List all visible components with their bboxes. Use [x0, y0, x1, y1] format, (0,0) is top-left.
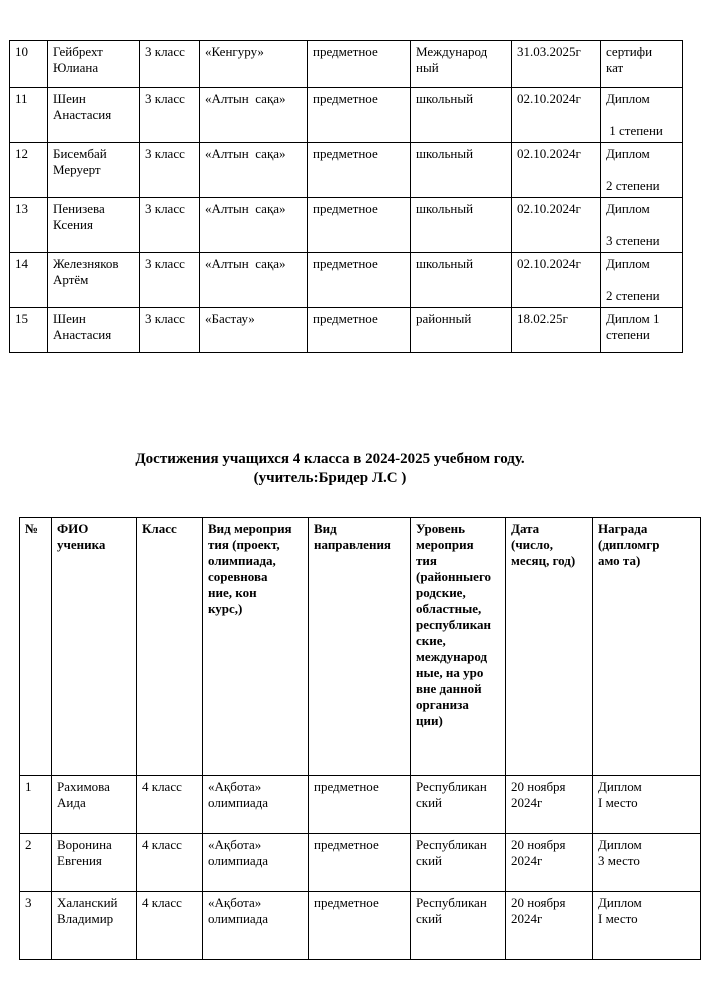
direction-text: предметное [313, 311, 378, 326]
table-row [10, 253, 683, 308]
cell-grade [140, 143, 200, 198]
cell-event-level [411, 253, 512, 308]
direction-text: предметное [313, 256, 378, 271]
grade-text: 4 класс [142, 779, 182, 794]
grade-text: 3 класс [145, 91, 185, 106]
cell-event-level [411, 41, 512, 88]
cell-award [601, 41, 683, 88]
award-text: Диплом 3 место [598, 837, 642, 868]
cell-date [512, 308, 601, 353]
student-name-text: Железняков Артём [53, 256, 119, 287]
grade-text: 3 класс [145, 146, 185, 161]
cell-date [512, 198, 601, 253]
event-level-text: Республикан ский [416, 895, 487, 926]
date-text: 02.10.2024г [517, 91, 581, 106]
date-text: 31.03.2025г [517, 44, 581, 59]
event-type-text: «Алтын сақа» [205, 256, 286, 271]
table-row [20, 776, 701, 834]
cell-event-level [411, 308, 512, 353]
event-level-text: Республикан ский [416, 779, 487, 810]
date-text: Дата (число, месяц, год) [511, 521, 576, 568]
award-text: Диплом 1 степени [606, 91, 663, 138]
cell-student-name [52, 892, 137, 960]
event-type-text: «Кенгуру» [205, 44, 264, 59]
number-text: 11 [15, 91, 28, 106]
award-text: Награда (дипломгр амо та) [598, 521, 660, 568]
number-text: 2 [25, 837, 32, 852]
direction-text: предметное [313, 146, 378, 161]
table-row [10, 308, 683, 353]
number-text: 3 [25, 895, 32, 910]
event-level-text: Международ ный [416, 44, 488, 75]
cell-student-name [48, 88, 140, 143]
cell-grade [137, 892, 203, 960]
event-level-text: районный [416, 311, 472, 326]
number-text: 15 [15, 311, 28, 326]
cell-event-type [200, 41, 308, 88]
cell-event-type [203, 834, 309, 892]
cell-direction [309, 892, 411, 960]
section-heading [60, 450, 600, 488]
event-type-text: «Ақбота» олимпиада [208, 895, 269, 926]
event-level-text: школьный [416, 201, 474, 216]
student-name-text: Шеин Анастасия [53, 311, 112, 342]
header-date [506, 518, 593, 776]
header-award [593, 518, 701, 776]
cell-award [601, 88, 683, 143]
cell-award [601, 143, 683, 198]
number-text: 10 [15, 44, 28, 59]
header-event-type [203, 518, 309, 776]
header-direction [309, 518, 411, 776]
cell-event-type [200, 308, 308, 353]
award-text: Диплом I место [598, 895, 642, 926]
cell-event-level [411, 834, 506, 892]
direction-text: предметное [313, 201, 378, 216]
cell-direction [308, 308, 411, 353]
event-level-text: Уровень мероприя тия (районныего родские, областные, республикан ские, международ ные, на уро вне данной организа ции) [416, 521, 492, 728]
cell-direction [308, 88, 411, 143]
cell-date [512, 88, 601, 143]
cell-direction [308, 143, 411, 198]
grade-text: 3 класс [145, 311, 185, 326]
cell-event-type [203, 892, 309, 960]
event-level-text: Республикан ский [416, 837, 487, 868]
cell-number [10, 41, 48, 88]
cell-student-name [48, 198, 140, 253]
cell-award [593, 776, 701, 834]
header-student-name [52, 518, 137, 776]
date-text: 18.02.25г [517, 311, 568, 326]
direction-text: предметное [314, 895, 379, 910]
direction-text: предметное [314, 779, 379, 794]
cell-direction [308, 198, 411, 253]
cell-number [10, 253, 48, 308]
date-text: 20 ноября 2024г [511, 779, 566, 810]
cell-direction [309, 776, 411, 834]
cell-date [512, 253, 601, 308]
grade-text: 3 класс [145, 201, 185, 216]
table-row [20, 892, 701, 960]
cell-event-level [411, 88, 512, 143]
award-text: Диплом I место [598, 779, 642, 810]
header-row [20, 518, 701, 776]
header-number [20, 518, 52, 776]
cell-grade [140, 308, 200, 353]
number-text: 14 [15, 256, 28, 271]
table-row [10, 143, 683, 198]
cell-date [506, 834, 593, 892]
table-row [10, 198, 683, 253]
table-body [10, 41, 683, 353]
number-text: 1 [25, 779, 32, 794]
table-body [20, 776, 701, 960]
cell-date [512, 41, 601, 88]
table-row [10, 88, 683, 143]
cell-event-level [411, 143, 512, 198]
student-name-text: Воронина Евгения [57, 837, 112, 868]
grade-text: 4 класс [142, 837, 182, 852]
date-text: 20 ноября 2024г [511, 837, 566, 868]
student-name-text: ФИО ученика [57, 521, 106, 552]
cell-date [506, 892, 593, 960]
cell-number [10, 198, 48, 253]
cell-grade [137, 776, 203, 834]
student-name-text: Гейбрехт Юлиана [53, 44, 103, 75]
number-text: № [25, 521, 39, 536]
cell-award [593, 892, 701, 960]
cell-event-type [200, 143, 308, 198]
student-name-text: Бисембай Меруерт [53, 146, 107, 177]
student-name-text: Пенизева Ксения [53, 201, 105, 232]
award-text: Диплом 3 степени [606, 201, 660, 248]
table-row [10, 41, 683, 88]
cell-event-type [200, 253, 308, 308]
student-name-text: Шеин Анастасия [53, 91, 112, 122]
table-row [20, 834, 701, 892]
cell-number [20, 834, 52, 892]
header-event-level [411, 518, 506, 776]
cell-number [20, 776, 52, 834]
cell-number [10, 143, 48, 198]
grade-text: 3 класс [145, 256, 185, 271]
award-text: Диплом 1 степени [606, 311, 660, 342]
grade-text: Класс [142, 521, 177, 536]
event-type-text: «Алтын сақа» [205, 91, 286, 106]
direction-text: предметное [314, 837, 379, 852]
cell-grade [140, 253, 200, 308]
cell-number [10, 308, 48, 353]
cell-award [601, 253, 683, 308]
event-level-text: школьный [416, 256, 474, 271]
cell-grade [137, 834, 203, 892]
cell-student-name [48, 253, 140, 308]
cell-event-type [200, 198, 308, 253]
student-name-text: Рахимова Аида [57, 779, 110, 810]
event-type-text: «Ақбота» олимпиада [208, 779, 269, 810]
event-level-text: школьный [416, 146, 474, 161]
cell-student-name [48, 143, 140, 198]
event-level-text: школьный [416, 91, 474, 106]
heading-teacher: (учитель:Бридер Л.С ) [253, 470, 407, 486]
cell-student-name [48, 41, 140, 88]
achievements-table-grade3 [9, 40, 683, 353]
number-text: 12 [15, 146, 28, 161]
achievements-table-grade4 [19, 517, 701, 960]
cell-event-type [200, 88, 308, 143]
direction-text: Вид направления [314, 521, 391, 552]
event-type-text: «Бастау» [205, 311, 255, 326]
cell-grade [140, 198, 200, 253]
cell-event-level [411, 892, 506, 960]
event-type-text: «Ақбота» олимпиада [208, 837, 269, 868]
cell-grade [140, 88, 200, 143]
date-text: 02.10.2024г [517, 146, 581, 161]
event-type-text: Вид мероприя тия (проект, олимпиада, соревнова ние, кон курс,) [208, 521, 292, 616]
cell-grade [140, 41, 200, 88]
cell-date [506, 776, 593, 834]
table-header [20, 518, 701, 776]
cell-event-level [411, 198, 512, 253]
cell-student-name [52, 776, 137, 834]
direction-text: предметное [313, 44, 378, 59]
cell-award [601, 198, 683, 253]
cell-award [593, 834, 701, 892]
direction-text: предметное [313, 91, 378, 106]
event-type-text: «Алтын сақа» [205, 201, 286, 216]
award-text: Диплом 2 степени [606, 146, 660, 193]
date-text: 02.10.2024г [517, 256, 581, 271]
cell-direction [309, 834, 411, 892]
cell-student-name [52, 834, 137, 892]
cell-number [10, 88, 48, 143]
student-name-text: Халанский Владимир [57, 895, 118, 926]
event-type-text: «Алтын сақа» [205, 146, 286, 161]
grade-text: 3 класс [145, 44, 185, 59]
grade-text: 4 класс [142, 895, 182, 910]
cell-student-name [48, 308, 140, 353]
cell-event-level [411, 776, 506, 834]
number-text: 13 [15, 201, 28, 216]
cell-date [512, 143, 601, 198]
cell-direction [308, 253, 411, 308]
date-text: 02.10.2024г [517, 201, 581, 216]
heading-title: Достижения учащихся 4 класса в 2024-2025 учебном году. [135, 451, 525, 467]
cell-event-type [203, 776, 309, 834]
header-grade [137, 518, 203, 776]
cell-award [601, 308, 683, 353]
cell-direction [308, 41, 411, 88]
date-text: 20 ноября 2024г [511, 895, 566, 926]
cell-number [20, 892, 52, 960]
award-text: сертифи кат [606, 44, 653, 75]
award-text: Диплом 2 степени [606, 256, 660, 303]
